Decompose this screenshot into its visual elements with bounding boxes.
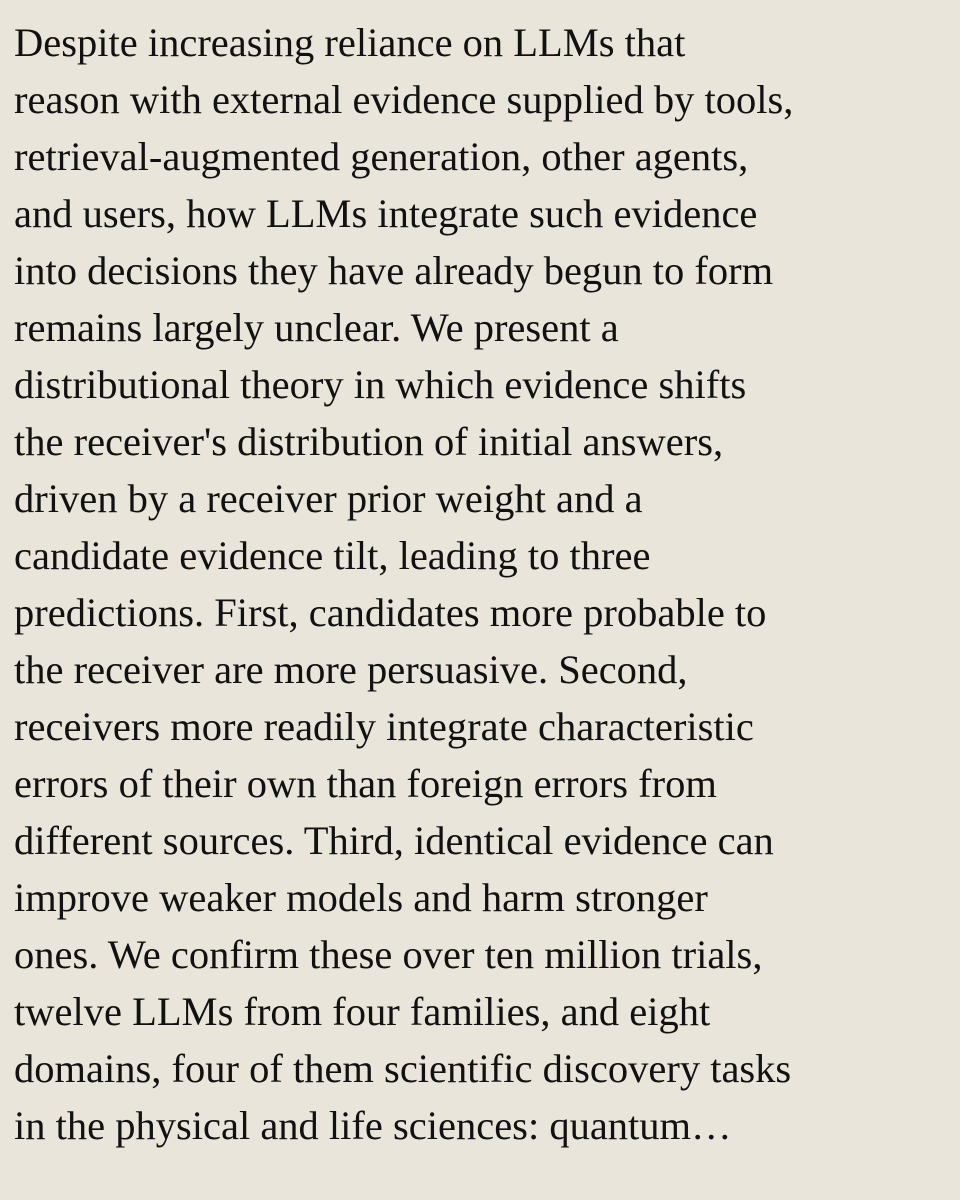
text-line: predictions. First, candidates more probable to [14, 590, 767, 635]
text-line: improve weaker models and harm stronger [14, 875, 708, 920]
text-line: the receiver are more persuasive. Second, [14, 647, 688, 692]
text-line: domains, four of them scientific discovery tasks [14, 1046, 792, 1091]
text-line: different sources. Third, identical evidence can [14, 818, 774, 863]
text-line: candidate evidence tilt, leading to three [14, 533, 651, 578]
text-line: errors of their own than foreign errors from [14, 761, 717, 806]
text-line: driven by a receiver prior weight and a [14, 476, 643, 521]
text-line: ones. We confirm these over ten million trials, [14, 932, 763, 977]
text-line: Despite increasing reliance on LLMs that [14, 20, 686, 65]
text-line: into decisions they have already begun to form [14, 248, 774, 293]
abstract-text [14, 14, 946, 1154]
text-line: reason with external evidence supplied by tools, [14, 77, 794, 122]
text-line: distributional theory in which evidence shifts [14, 362, 747, 407]
text-line: and users, how LLMs integrate such evidence [14, 191, 758, 236]
text-line: the receiver's distribution of initial answers, [14, 419, 724, 464]
text-line: remains largely unclear. We present a [14, 305, 619, 350]
text-line: receivers more readily integrate characteristic [14, 704, 754, 749]
text-line: in the physical and life sciences: quantum… [14, 1103, 732, 1148]
text-line: retrieval-augmented generation, other agents, [14, 134, 749, 179]
text-line: twelve LLMs from four families, and eight [14, 989, 711, 1034]
